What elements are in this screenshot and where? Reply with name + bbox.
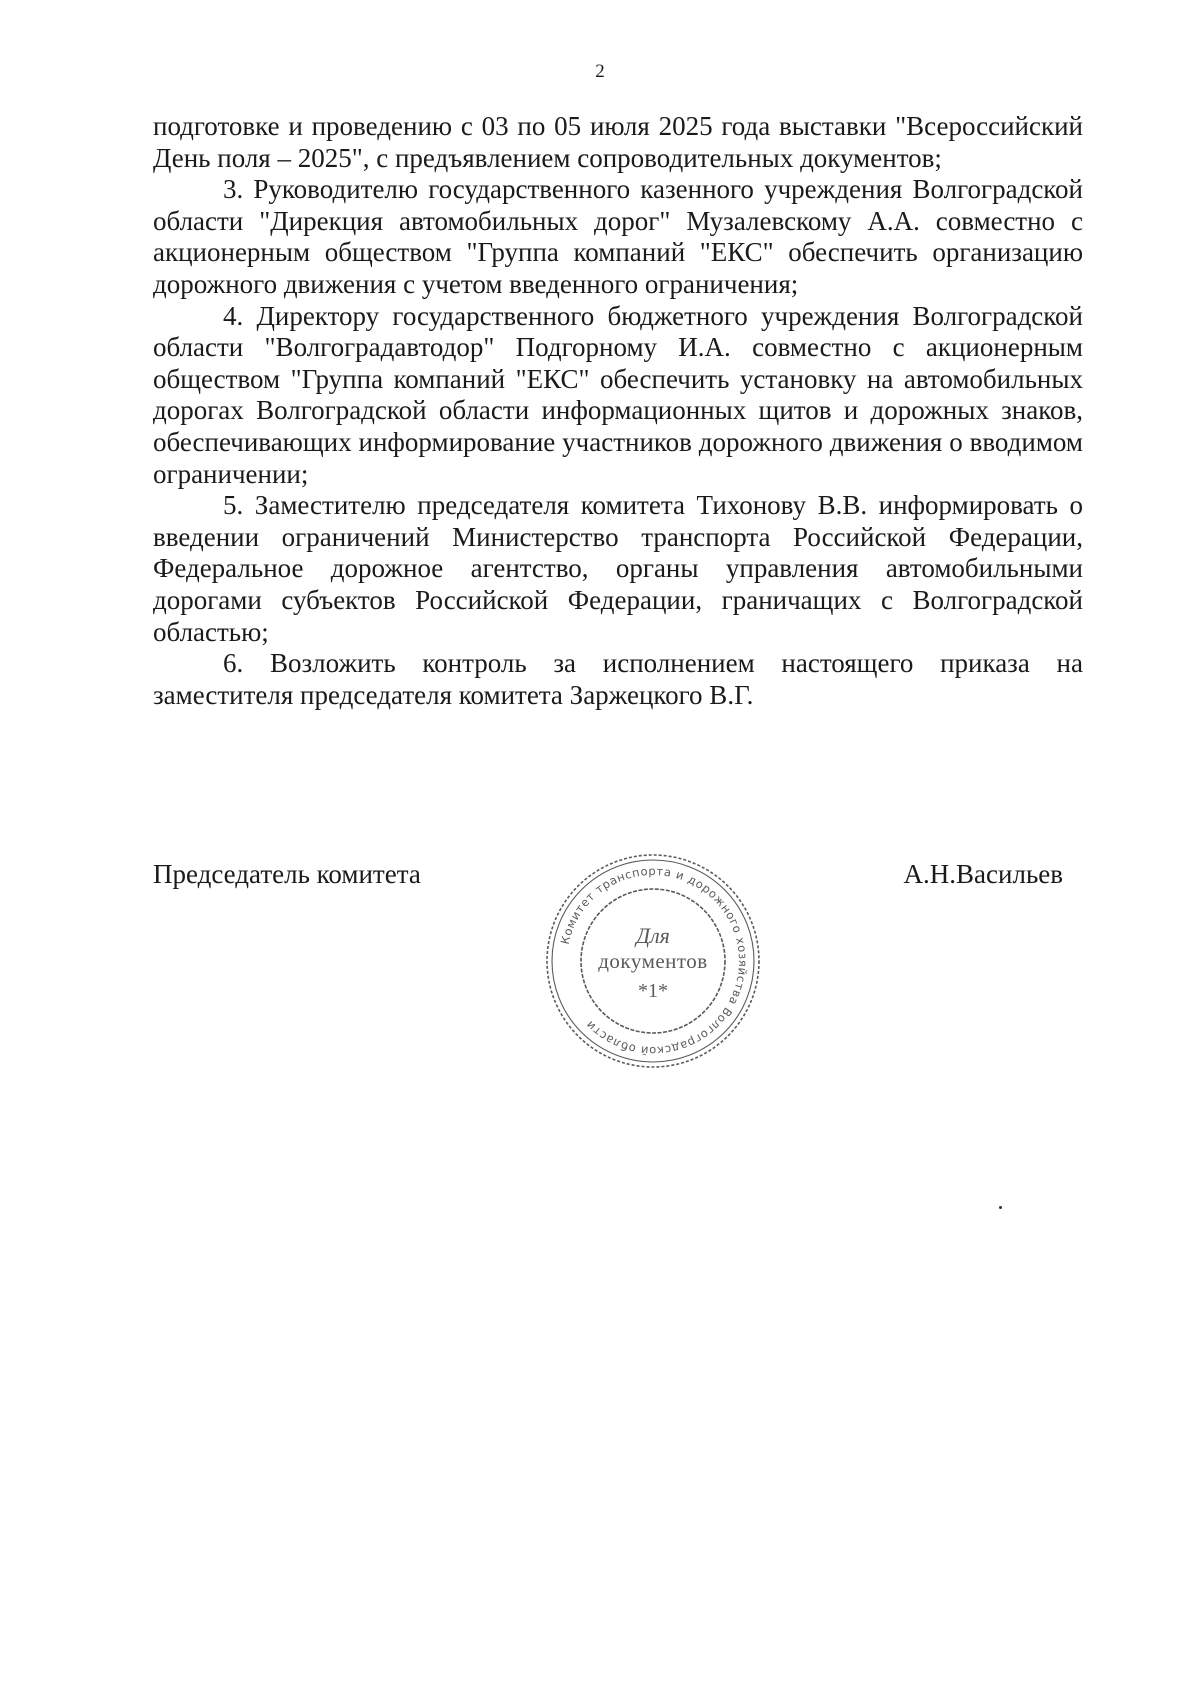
paragraph-item-3: 3. Руководителю государственного казенного учреждения Волгоградской области "Дирекция автомобильных дорог" Музалевскому А.А. совместно с акционерным обществом "Группа компаний "ЕКС" обеспечить организацию дорожного движения с учетом введенного ограничения; [153, 174, 1083, 299]
signer-name: А.Н.Васильев [903, 859, 1063, 889]
paragraph-item-6: 6. Возложить контроль за исполнением настоящего приказа на заместителя председателя комитета Заржецкого В.Г. [153, 648, 1083, 710]
document-body [153, 111, 1083, 711]
paragraph-continuation: подготовке и проведению с 03 по 05 июля 2025 года выставки "Всероссийский День поля – 2025", с предъявлением сопроводительных документов; [153, 111, 1083, 173]
official-stamp [537, 845, 769, 1077]
stamp-center-line-1: Для [636, 923, 670, 948]
stamp-center-line-3: *1* [638, 980, 668, 1002]
stamp-center-line-2: документов [598, 949, 708, 973]
paragraph-item-5: 5. Заместителю председателя комитета Тихонову В.В. информировать о введении ограничений Министерство транспорта Российской Федерации, Федеральное дорожное агентство, органы управления автомобильными дорогами субъектов Российской Федерации, граничащих с Волгоградской областью; [153, 490, 1083, 647]
page-number: 2 [595, 61, 605, 82]
stamp-ring-text: Комитет транспорта и дорожного хозяйства Волгоградской области [557, 863, 751, 1059]
paragraph-item-4: 4. Директору государственного бюджетного учреждения Волгоградской области "Волгоградавтодор" Подгорному И.А. совместно с акционерным обществом "Группа компаний "ЕКС" обеспечить установку на автомобильных дорогах Волгоградской области информационных щитов и дорожных знаков, обеспечивающих информирование участников дорожного движения о вводимом ограничении; [153, 300, 1083, 489]
scan-speck [999, 1206, 1002, 1209]
signer-title: Председатель комитета [153, 859, 421, 889]
